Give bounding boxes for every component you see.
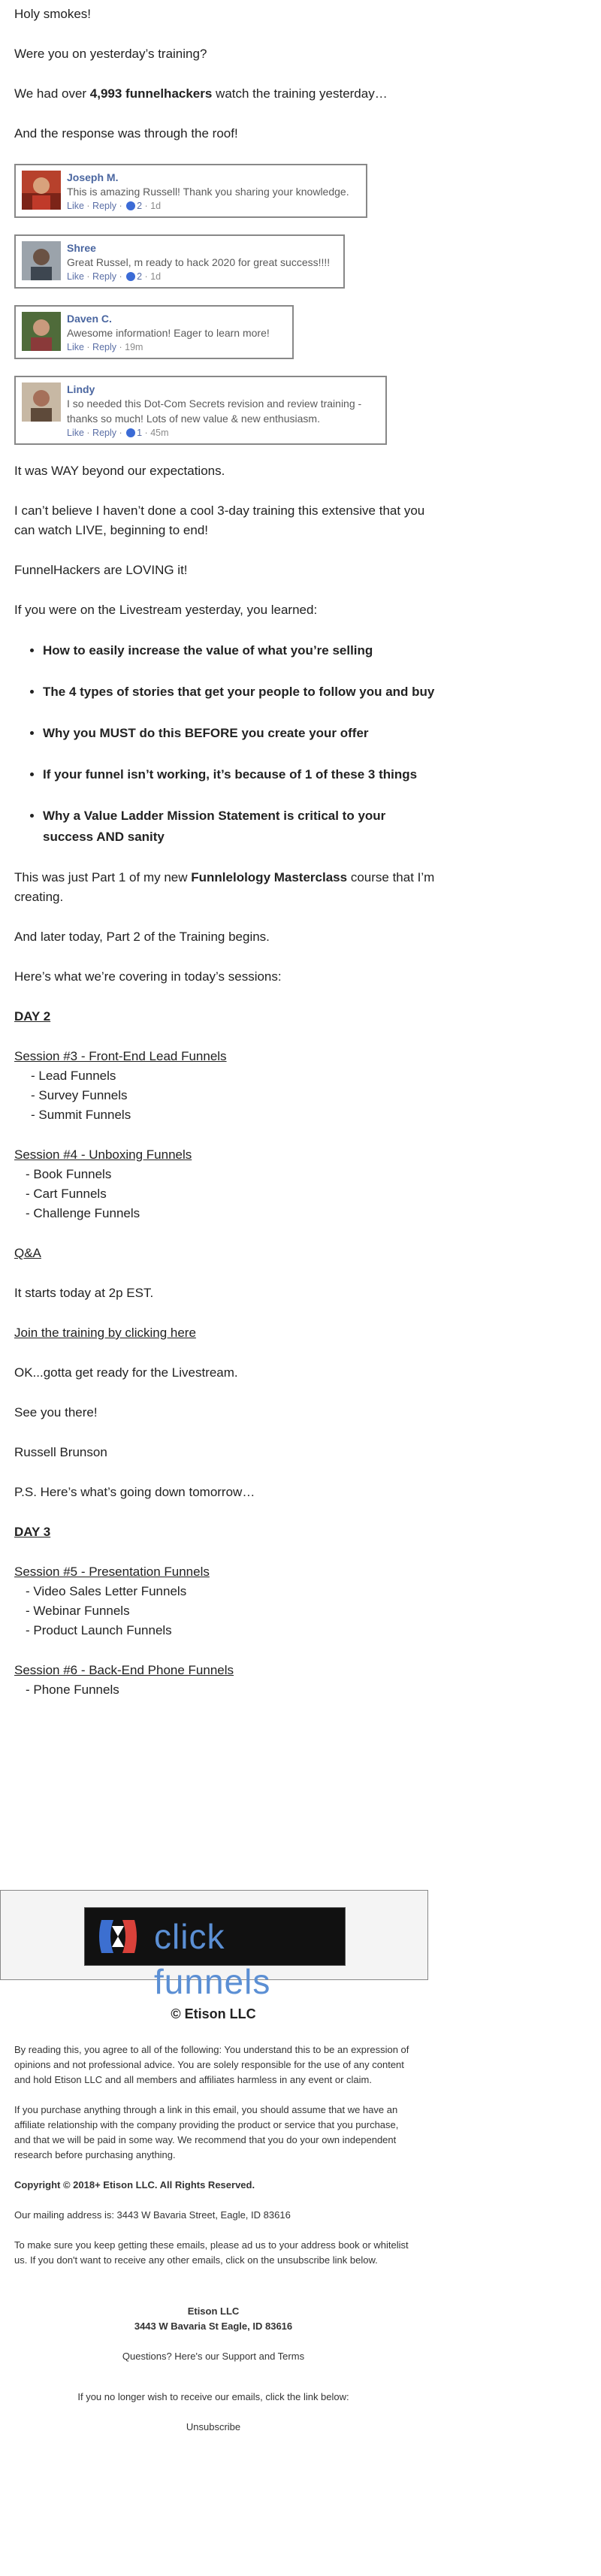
commenter-name[interactable]: Joseph M.: [67, 171, 119, 183]
like-badge-icon: [126, 272, 135, 281]
body-paragraph: FunnelHackers are LOVING it!: [14, 563, 188, 577]
like-badge-icon: [126, 428, 135, 437]
body-paragraph: And later today, Part 2 of the Training begins.: [14, 930, 270, 944]
body-paragraph: If you were on the Livestream yesterday, you learned:: [14, 603, 318, 617]
avatar: [22, 312, 61, 351]
comment-time: 1d: [150, 271, 162, 282]
learned-list: [14, 640, 435, 848]
comment-time: 1d: [150, 201, 162, 211]
comment-card: [14, 234, 345, 289]
commenter-name[interactable]: Shree: [67, 242, 96, 254]
comment-meta: Like · Reply · 19m: [67, 342, 143, 352]
company-name: Etison LLC: [187, 2305, 240, 2317]
body-paragraph: It starts today at 2p EST.: [14, 1286, 154, 1300]
comment-text: Awesome information! Eager to learn more!: [67, 327, 270, 339]
support-terms-link[interactable]: Questions? Here's our Support and Terms: [122, 2351, 305, 2362]
company-address: 3443 W Bavaria St Eagle, ID 83616: [134, 2321, 293, 2332]
reply-link[interactable]: Reply: [92, 271, 117, 282]
signature: Russell Brunson: [14, 1445, 107, 1459]
like-badge-icon: [126, 201, 135, 210]
intro-question: Were you on yesterday’s training?: [14, 47, 207, 61]
body-paragraph: OK...gotta get ready for the Livestream.: [14, 1365, 238, 1380]
disclaimer-text: By reading this, you agree to all of the following: You understand this to be an expression of opinions and not professional advice. You are solely responsible for the use of any content and hold Etison LLC and all members and affiliates harmless in any event or claim.: [14, 2044, 409, 2085]
comment-time: 19m: [125, 342, 143, 352]
email-footer: [14, 2006, 412, 2450]
body-paragraph: This was just Part 1 of my new Funnlelology Masterclass course that I’m creating.: [14, 870, 435, 904]
course-name: Funnlelology Masterclass: [191, 870, 348, 884]
session-item: - Webinar Funnels: [26, 1604, 130, 1618]
like-link[interactable]: Like: [67, 428, 84, 438]
session-item: - Video Sales Letter Funnels: [26, 1584, 187, 1598]
day-heading: DAY 3: [14, 1525, 51, 1539]
reply-link[interactable]: Reply: [92, 342, 117, 352]
intro-attendance: We had over 4,993 funnelhackers watch the training yesterday…: [14, 86, 388, 101]
like-link[interactable]: Like: [67, 201, 84, 211]
comment-text: This is amazing Russell! Thank you sharing your knowledge.: [67, 186, 349, 198]
logo-banner: [0, 1890, 428, 2001]
postscript: P.S. Here’s what’s going down tomorrow…: [14, 1485, 255, 1499]
commenter-name[interactable]: Daven C.: [67, 313, 112, 325]
qa-heading: Q&A: [14, 1246, 41, 1260]
session-item: - Book Funnels: [26, 1167, 112, 1181]
list-item: • If your funnel isn’t working, it’s because of 1 of these 3 things: [43, 764, 435, 785]
like-count: 1: [137, 428, 143, 438]
like-link[interactable]: Like: [67, 271, 84, 282]
session-heading: Session #4 - Unboxing Funnels: [14, 1147, 192, 1162]
logo-text: click funnels: [154, 1917, 271, 2001]
copyright: Copyright © 2018+ Etison LLC. All Rights Reserved.: [14, 2179, 255, 2191]
session-item: - Survey Funnels: [31, 1088, 128, 1102]
comment-text: I so needed this Dot-Com Secrets revision and review training - thanks so much! Lots of new value & new enthusiasm.: [67, 398, 362, 425]
body-paragraph: It was WAY beyond our expectations.: [14, 464, 225, 478]
reply-link[interactable]: Reply: [92, 428, 117, 438]
comment-meta: Like · Reply · 2 · 1d: [67, 201, 162, 211]
unsubscribe-note: If you no longer wish to receive our emails, click the link below:: [77, 2391, 349, 2402]
email-body: [0, 0, 435, 1700]
session-item: - Phone Funnels: [26, 1683, 119, 1697]
session-heading: Session #6 - Back-End Phone Funnels: [14, 1663, 234, 1677]
unsubscribe-link[interactable]: Unsubscribe: [186, 2421, 241, 2432]
avatar: [22, 171, 61, 210]
comment-meta: Like · Reply · 2 · 1d: [67, 271, 162, 282]
like-link[interactable]: Like: [67, 342, 84, 352]
intro-response: And the response was through the roof!: [14, 126, 238, 141]
body-paragraph: Here’s what we’re covering in today’s sessions:: [14, 969, 282, 984]
commenter-name[interactable]: Lindy: [67, 383, 95, 395]
session-item: - Cart Funnels: [26, 1187, 107, 1201]
comment-text: Great Russel, m ready to hack 2020 for great success!!!!: [67, 256, 331, 268]
session-heading: Session #5 - Presentation Funnels: [14, 1565, 210, 1579]
like-count: 2: [137, 201, 143, 211]
body-paragraph: I can’t believe I haven’t done a cool 3-day training this extensive that you can watch LIVE, beginning to end!: [14, 503, 425, 537]
day-heading: DAY 2: [14, 1009, 51, 1023]
footer-title: © Etison LLC: [171, 2006, 256, 2021]
affiliate-disclosure: If you purchase anything through a link in this email, you should assume that we have an affiliate relationship with the company providing the product or service that you purchase, and that we will be paid in some way. We recommend that you do your own independent research before purchasing anything.: [14, 2104, 399, 2160]
list-item: • Why you MUST do this BEFORE you create your offer: [43, 723, 435, 744]
like-count: 2: [137, 271, 143, 282]
list-item: • Why a Value Ladder Mission Statement is critical to your success AND sanity: [43, 806, 435, 848]
reply-link[interactable]: Reply: [92, 201, 117, 211]
list-item: • The 4 types of stories that get your people to follow you and buy: [43, 682, 435, 703]
session-heading: Session #3 - Front-End Lead Funnels: [14, 1049, 227, 1063]
join-training-link[interactable]: Join the training by clicking here: [14, 1326, 196, 1340]
funnel-logo-icon: [95, 1915, 140, 1958]
body-paragraph: See you there!: [14, 1405, 98, 1420]
mailing-address: Our mailing address is: 3443 W Bavaria Street, Eagle, ID 83616: [14, 2209, 291, 2221]
avatar: [22, 241, 61, 280]
whitelist-note: To make sure you keep getting these emails, please ad us to your address book or whitelist us. If you don't want to receive any other emails, click on the unsubscribe link below.: [14, 2239, 409, 2266]
comment-card: [14, 164, 367, 218]
session-item: - Product Launch Funnels: [26, 1623, 172, 1637]
session-item: - Challenge Funnels: [26, 1206, 140, 1220]
comment-meta: Like · Reply · 1 · 45m: [67, 428, 169, 438]
intro-greeting: Holy smokes!: [14, 7, 92, 21]
session-item: - Summit Funnels: [31, 1108, 131, 1122]
session-item: - Lead Funnels: [31, 1069, 116, 1083]
comment-time: 45m: [150, 428, 169, 438]
clickfunnels-logo[interactable]: [84, 1907, 346, 2001]
comment-card: [14, 376, 387, 445]
comment-card: [14, 305, 294, 359]
avatar: [22, 382, 61, 422]
list-item: • How to easily increase the value of what you’re selling: [43, 640, 435, 661]
attendance-count: 4,993 funnelhackers: [89, 86, 213, 101]
